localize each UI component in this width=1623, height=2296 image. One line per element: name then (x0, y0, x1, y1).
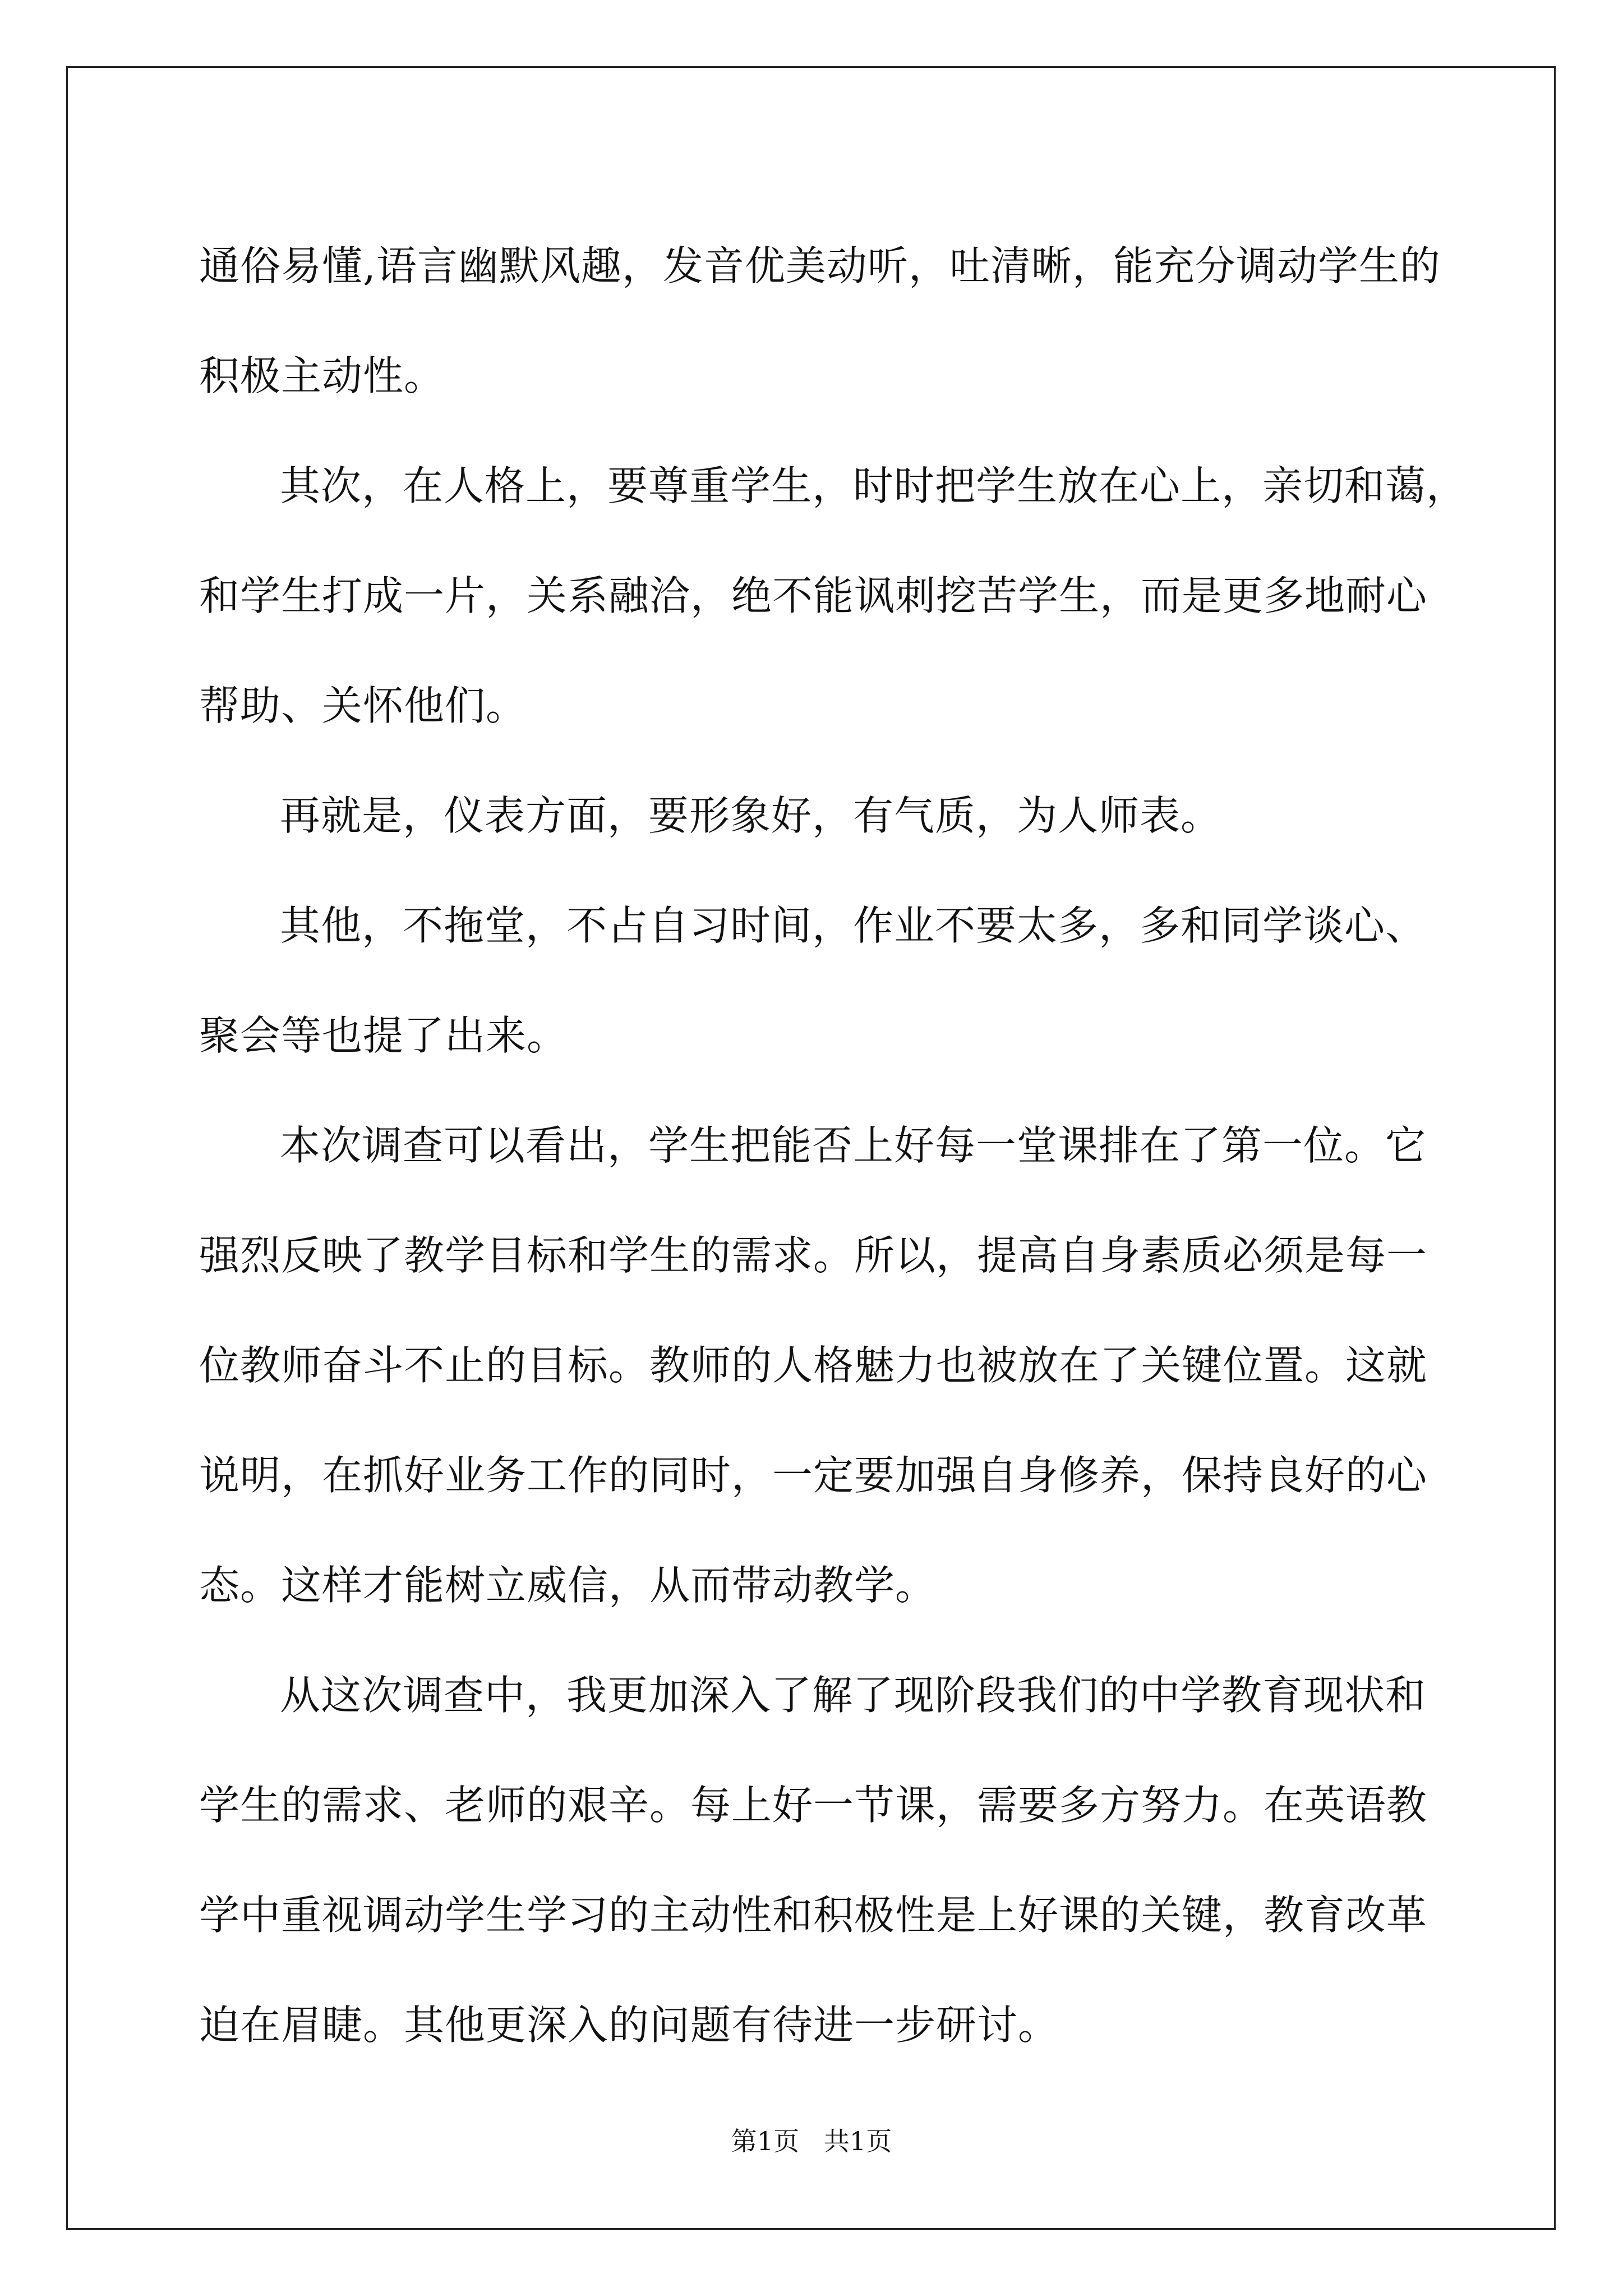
text-line: 通俗易懂,语言幽默风趣，发音优美动听，吐清晰，能充分调动学生的 (199, 242, 1441, 289)
text-line: 聚会等也提了出来。 (199, 1012, 568, 1059)
text-line: 学生的需求、老师的艰辛。每上好一节课，需要多方努力。在英语教 (199, 1782, 1428, 1829)
text-line: 和学生打成一片，关系融洽，绝不能讽刺挖苦学生，而是更多地耐心 (199, 572, 1428, 619)
text-line: 强烈反映了教学目标和学生的需求。所以，提高自身素质必须是每一 (199, 1232, 1428, 1279)
document-body (199, 211, 1468, 2080)
text-line: 态。这样才能树立威信，从而带动教学。 (199, 1562, 937, 1609)
text-line: 其他，不拖堂，不占自习时间，作业不要太多，多和同学谈心、 (280, 902, 1427, 949)
text-line: 再就是，仪表方面，要形象好，有气质，为人师表。 (280, 792, 1222, 839)
text-line: 从这次调查中，我更加深入了解了现阶段我们的中学教育现状和 (280, 1672, 1427, 1719)
text-line: 其次，在人格上，要尊重学生，时时把学生放在心上，亲切和蔼， (280, 462, 1468, 509)
text-line: 本次调查可以看出，学生把能否上好每一堂课排在了第一位。它 (280, 1122, 1427, 1169)
text-line: 迫在眉睫。其他更深入的问题有待进一步研讨。 (199, 2001, 1059, 2049)
text-line: 位教师奋斗不止的目标。教师的人格魅力也被放在了关键位置。这就 (199, 1342, 1428, 1389)
text-line: 积极主动性。 (199, 352, 445, 399)
page-footer: 第1页 共1页 (731, 2126, 892, 2156)
text-line: 帮助、关怀他们。 (199, 682, 527, 729)
text-line: 说明，在抓好业务工作的同时，一定要加强自身修养，保持良好的心 (199, 1452, 1428, 1499)
text-line: 学中重视调动学生学习的主动性和积极性是上好课的关键，教育改革 (199, 1892, 1428, 1939)
